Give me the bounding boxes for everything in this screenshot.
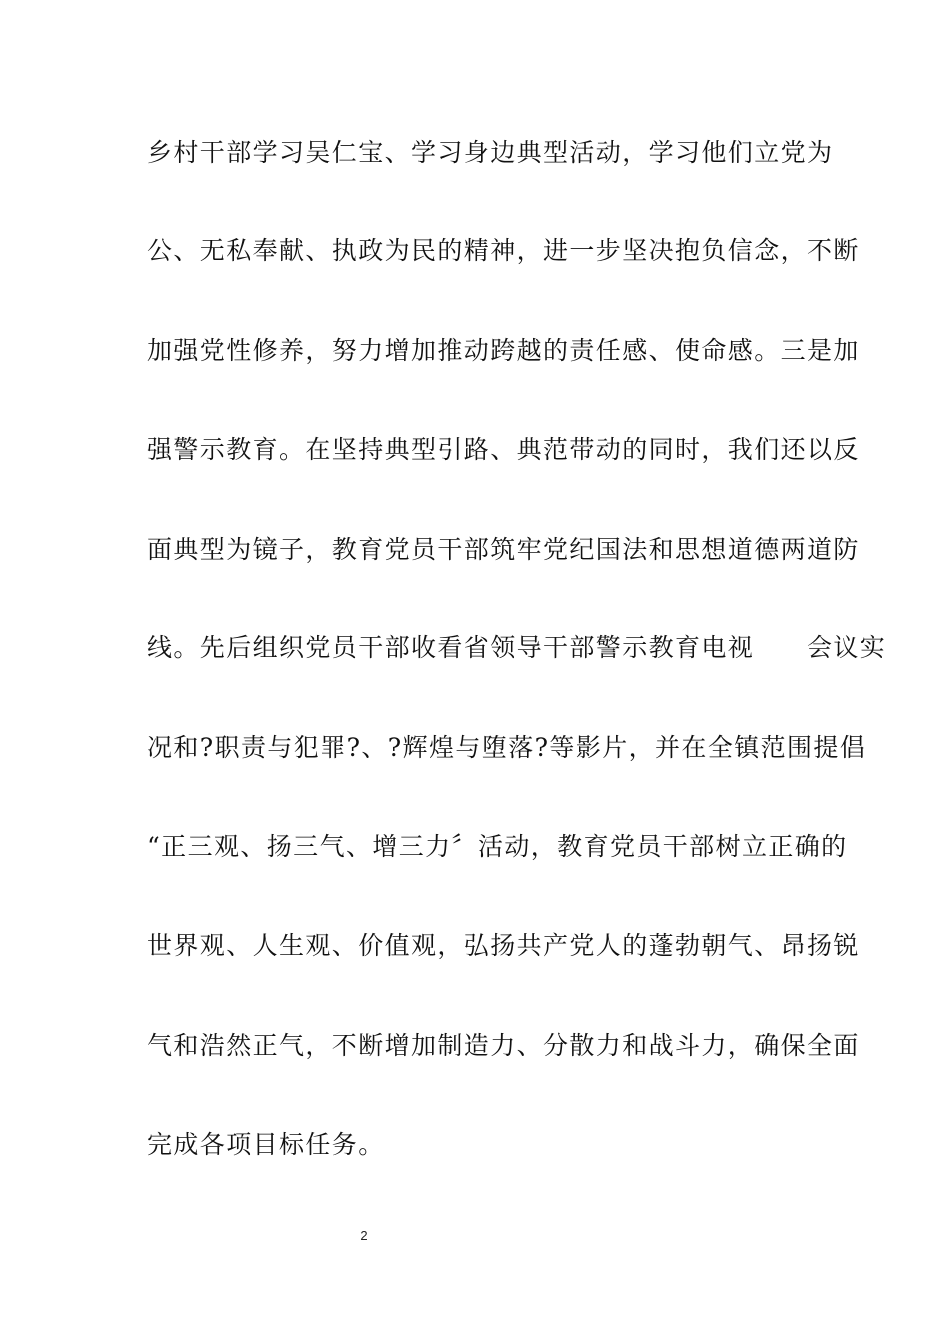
text-line-1: 乡村干部学习吴仁宝、学习身边典型活动，学习他们立党为 (147, 138, 834, 167)
text-line-8: “正三观、扬三气、增三力〞活动，教育党员干部树立正确的 (147, 832, 848, 861)
text-line-4: 强警示教育。在坚持典型引路、典范带动的同时，我们还以反 (147, 435, 860, 464)
text-line-2: 公、无私奉献、执政为民的精神，进一步坚决抱负信念，不断 (147, 236, 860, 265)
text-line-6: 线。先后组织党员干部收看省领导干部警示教育电视 会议实 (147, 633, 887, 662)
text-line-3: 加强党性修养，努力增加推动跨越的责任感、使命感。三是加 (147, 336, 860, 365)
text-line-7: 况和?职责与犯罪?、?辉煌与堕落?等影片，并在全镇范围提倡 (147, 733, 867, 762)
text-line-10: 气和浩然正气，不断增加制造力、分散力和战斗力，确保全面 (147, 1031, 860, 1060)
page-number: 2 (360, 1228, 368, 1243)
text-line-9: 世界观、人生观、价值观，弘扬共产党人的蓬勃朝气、昂扬锐 (147, 931, 860, 960)
text-line-11: 完成各项目标任务。 (147, 1130, 385, 1159)
text-line-5: 面典型为镜子，教育党员干部筑牢党纪国法和思想道德两道防 (147, 535, 860, 564)
